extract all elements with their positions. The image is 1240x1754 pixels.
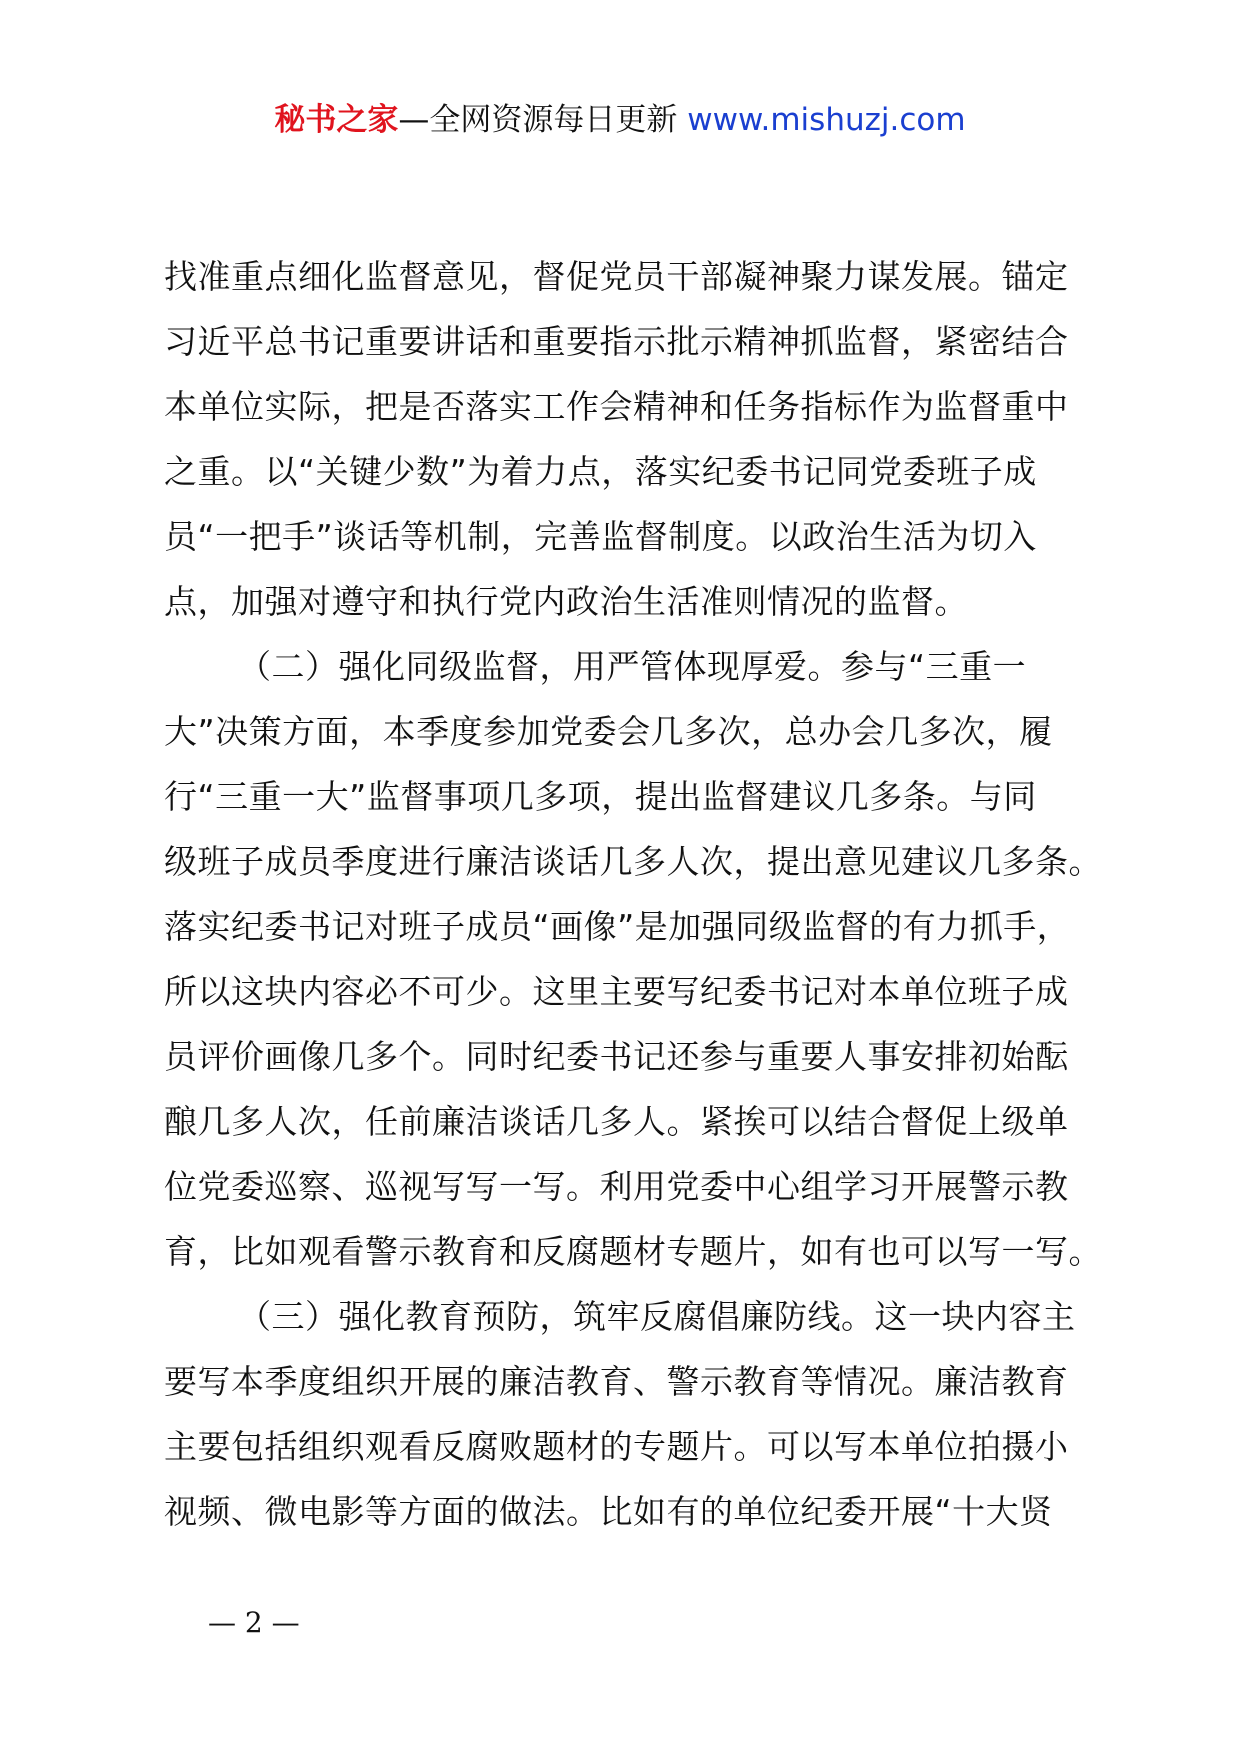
text-line: 落实纪委书记对班子成员“画像”是加强同级监督的有力抓手， <box>164 907 1071 946</box>
website-link[interactable]: www.mishuzj.com <box>687 102 966 138</box>
page-number: — 2 — <box>208 1606 300 1639</box>
text-line: 本单位实际，把是否落实工作会精神和任务指标作为监督重中 <box>164 387 1069 426</box>
text-line: 之重。以“关键少数”为着力点，落实纪委书记同党委班子成 <box>164 452 1037 491</box>
text-line: 员评价画像几多个。同时纪委书记还参与重要人事安排初始酝 <box>164 1037 1069 1076</box>
text-line: 所以这块内容必不可少。这里主要写纪委书记对本单位班子成 <box>164 972 1069 1011</box>
text-line: 酿几多人次，任前廉洁谈话几多人。紧挨可以结合督促上级单 <box>164 1102 1069 1141</box>
text-line: 位党委巡察、巡视写写一写。利用党委中心组学习开展警示教 <box>164 1167 1069 1206</box>
section-heading-line: （二）强化同级监督，用严管体现厚爱。参与“三重一 <box>238 647 1027 686</box>
header-tagline: —全网资源每日更新 <box>398 102 688 138</box>
brand-name: 秘书之家 <box>274 102 399 138</box>
text-line: 找准重点细化监督意见，督促党员干部凝神聚力谋发展。锚定 <box>164 257 1069 296</box>
text-line: 点，加强对遵守和执行党内政治生活准则情况的监督。 <box>164 582 968 621</box>
text-line: 员“一把手”谈话等机制，完善监督制度。以政治生活为切入 <box>164 517 1037 556</box>
section-heading-line: （三）强化教育预防，筑牢反腐倡廉防线。这一块内容主 <box>238 1297 1076 1336</box>
text-line: 育，比如观看警示教育和反腐题材专题片，如有也可以写一写。 <box>164 1232 1102 1271</box>
text-line: 习近平总书记重要讲话和重要指示批示精神抓监督，紧密结合 <box>164 322 1069 361</box>
text-line: 级班子成员季度进行廉洁谈话几多人次，提出意见建议几多条。 <box>164 842 1102 881</box>
text-line: 要写本季度组织开展的廉洁教育、警示教育等情况。廉洁教育 <box>164 1362 1069 1401</box>
text-line: 主要包括组织观看反腐败题材的专题片。可以写本单位拍摄小 <box>164 1427 1069 1466</box>
text-line: 视频、微电影等方面的做法。比如有的单位纪委开展“十大贤 <box>164 1492 1053 1531</box>
text-line: 行“三重一大”监督事项几多项，提出监督建议几多条。与同 <box>164 777 1037 816</box>
text-line: 大”决策方面，本季度参加党委会几多次，总办会几多次，履 <box>164 712 1053 751</box>
site-header <box>0 100 1240 140</box>
body-text <box>164 244 1102 1544</box>
